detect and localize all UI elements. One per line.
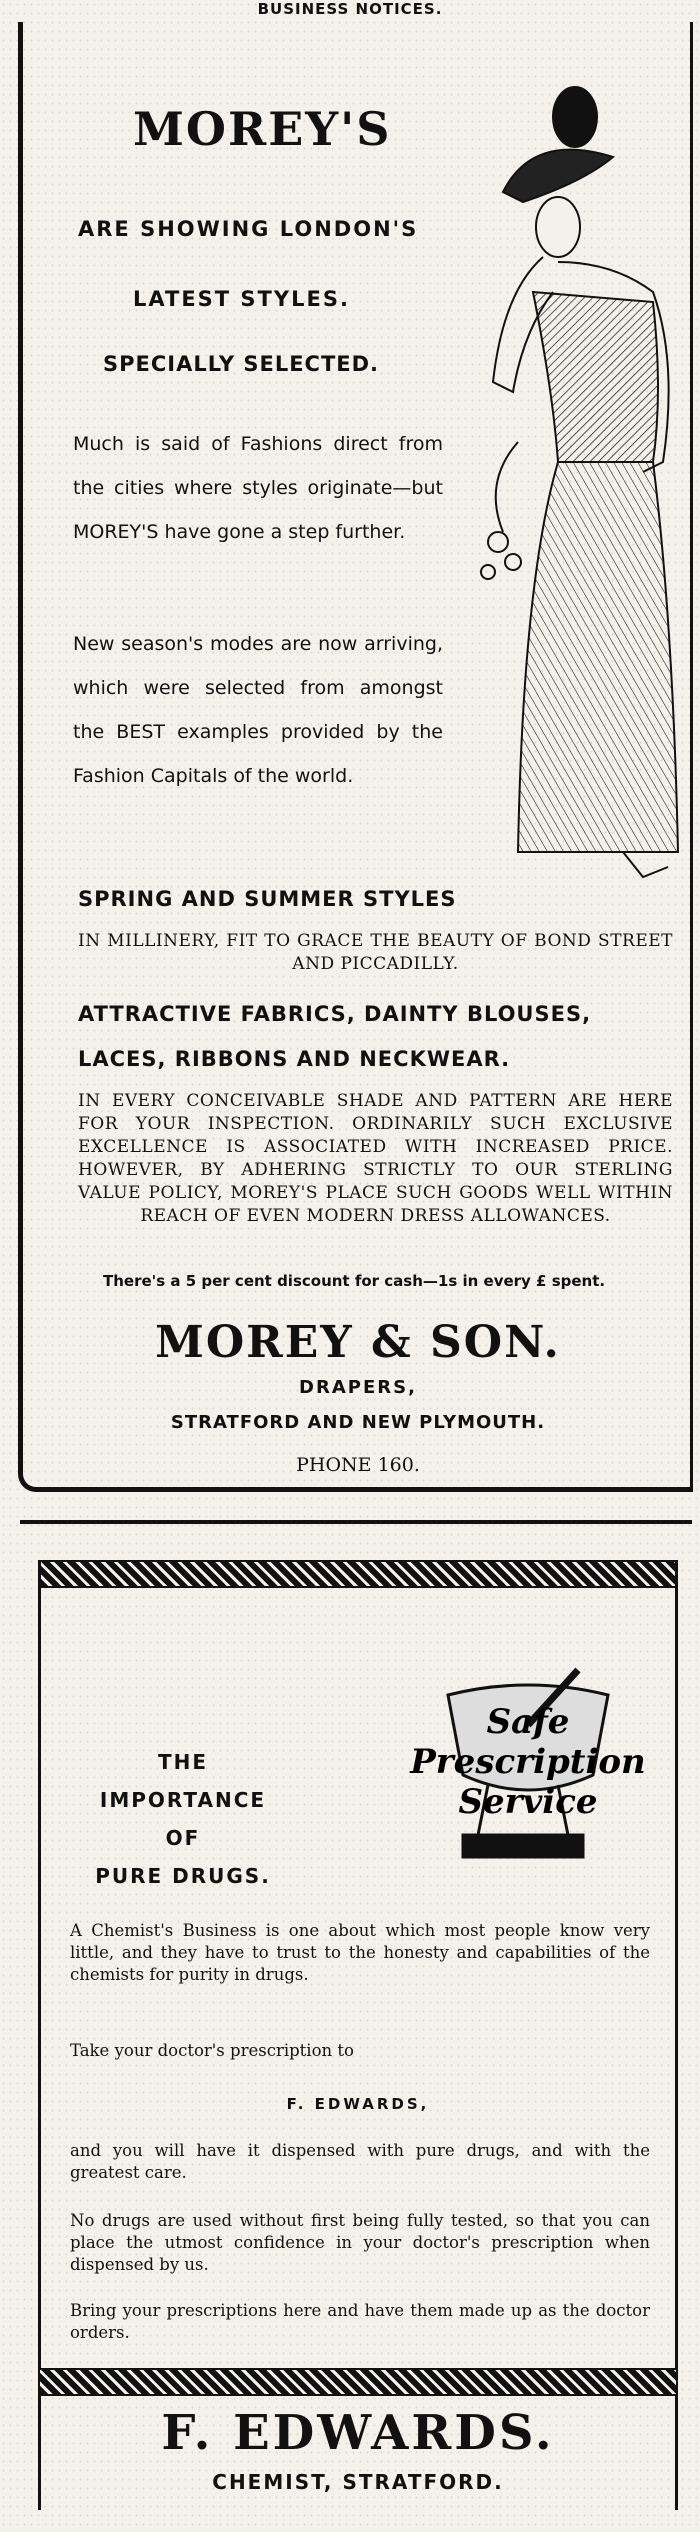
- section-divider: [20, 1520, 692, 1524]
- shade-pattern-text: IN EVERY CONCEIVABLE SHADE AND PATTERN ARE HERE FOR YOUR INSPECTION. ORDINARILY SUCH EXCLUSIVE EXCELLENCE IS ASSOCIATED WITH INCREASED PRICE. HOWEVER, BY ADHERING STRICTLY TO OUR STERLING VALUE POLICY, MOREY'S PLACE SUCH GOODS WELL WITHIN REACH OF EVEN MODERN DRESS ALLOWANCES.: [78, 1091, 673, 1226]
- importance-title-1: THE: [157, 1750, 209, 1774]
- morey-advertisement: [18, 22, 693, 1492]
- morey-paragraph-2: New season's modes are now arriving, which were selected from amongst the BEST examples provided by the Fashion Capitals of the world.: [73, 633, 443, 787]
- location-label: STRATFORD AND NEW PLYMOUTH.: [170, 1412, 546, 1433]
- edwards-paragraph-1: A Chemist's Business is one about which most people know very little, and they have to trust to the honesty and capabilities of the chemists for purity in drugs.: [70, 1921, 650, 1984]
- logo-prescription-text: Prescription: [410, 1742, 646, 1782]
- millinery-text: IN MILLINERY, FIT TO GRACE THE BEAUTY OF BOND STREET AND PICCADILLY.: [78, 931, 673, 974]
- top-border: [38, 1560, 678, 1588]
- fabrics-heading: ATTRACTIVE FABRICS, DAINTY BLOUSES,: [78, 1002, 592, 1026]
- spring-styles-heading: SPRING AND SUMMER STYLES: [78, 887, 457, 911]
- morey-line-2: LATEST STYLES.: [133, 287, 350, 311]
- edwards-paragraph-5: Bring your prescriptions here and have them made up as the doctor orders.: [70, 2301, 650, 2342]
- morey-son-title: MOREY & SON.: [155, 1317, 561, 1368]
- morey-brand: MOREY'S: [133, 102, 392, 156]
- edwards-paragraph-2: Take your doctor's prescription to: [70, 2041, 354, 2060]
- drapers-label: DRAPERS,: [299, 1377, 417, 1398]
- morey-line-1: ARE SHOWING LONDON'S: [78, 217, 419, 241]
- edwards-paragraph-3: and you will have it dispensed with pure drugs, and with the greatest care.: [70, 2141, 650, 2182]
- importance-title-3: OF: [165, 1826, 201, 1850]
- edwards-firm-title: F. EDWARDS.: [161, 2405, 555, 2461]
- importance-title-2: IMPORTANCE: [99, 1788, 267, 1812]
- morey-line-3: SPECIALLY SELECTED.: [103, 352, 380, 376]
- logo-service-text: Service: [458, 1782, 598, 1822]
- phone-label: PHONE 160.: [296, 1454, 420, 1476]
- bottom-border: [38, 2368, 678, 2396]
- discount-note: There's a 5 per cent discount for cash—1s in every £ spent.: [103, 1272, 606, 1290]
- importance-title-4: PURE DRUGS.: [95, 1864, 271, 1888]
- page-header: BUSINESS NOTICES.: [257, 0, 443, 18]
- mortar-logo-icon: [378, 1655, 668, 1905]
- edwards-paragraph-4: No drugs are used without first being fully tested, so that you can place the utmost confidence in your doctor's prescription when dispensed by us.: [70, 2211, 650, 2274]
- morey-paragraph-1: Much is said of Fashions direct from the cities where styles originate—but MOREY'S have gone a step further.: [73, 433, 443, 543]
- laces-heading: LACES, RIBBONS AND NECKWEAR.: [78, 1047, 511, 1071]
- edwards-name-line: F. EDWARDS,: [286, 2095, 430, 2113]
- fashion-lady-illustration: [463, 62, 700, 882]
- edwards-advertisement: [38, 1560, 678, 2510]
- chemist-location: CHEMIST, STRATFORD.: [212, 2470, 504, 2494]
- logo-safe-text: Safe: [486, 1702, 570, 1742]
